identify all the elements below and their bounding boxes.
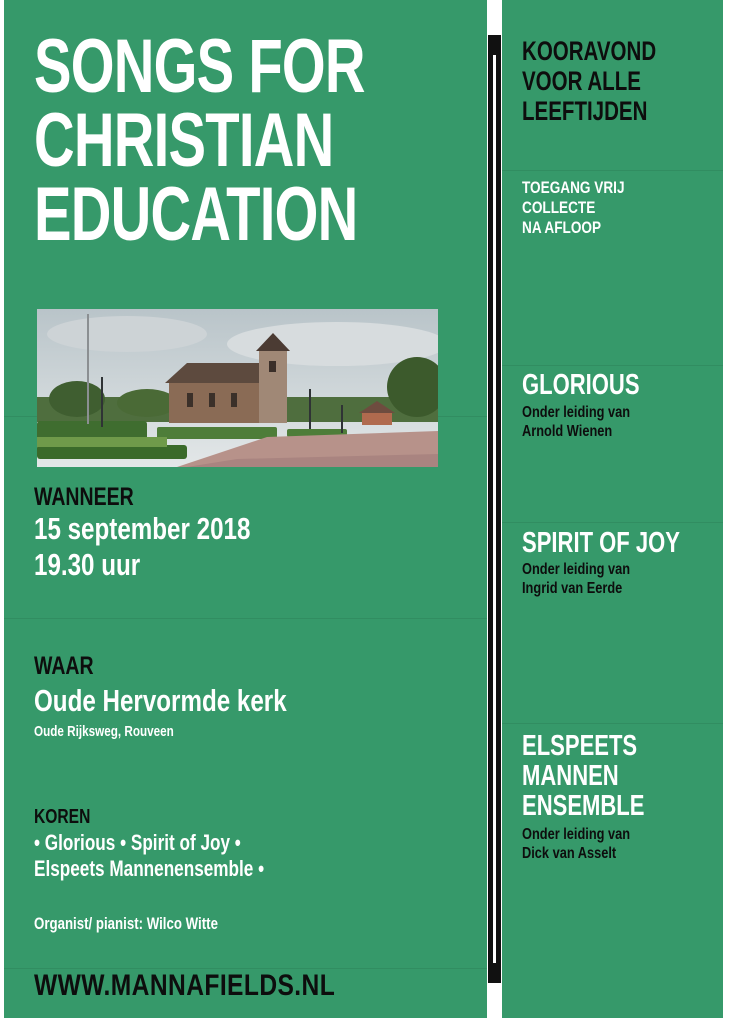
column-divider-inner [493,55,496,963]
event-time: 19.30 uur [34,547,141,582]
right-panel [502,0,723,1018]
poster-title [34,24,481,257]
choir-name [522,528,680,558]
panel-seam [502,723,723,724]
venue-address: Oude Rijksweg, Rouveen [34,723,174,740]
choir-name [522,370,640,400]
choir-name [522,731,644,821]
entry-info-line: NA AFLOOP [522,218,602,237]
title-line: SONGS FOR [34,24,365,109]
entry-info-line: TOEGANG VRIJ [522,178,625,197]
choir-name-line: MANNEN [522,760,619,792]
choir-conductor-line: Onder leiding van [522,404,631,421]
choir-name-line: ELSPEETS [522,730,638,762]
panel-seam [502,365,723,366]
sidebar-heading-line: KOORAVOND [522,36,657,66]
where-label: WAAR [34,652,94,680]
sidebar-heading [522,36,656,126]
choir-name-line: ENSEMBLE [522,790,645,822]
choir-conductor [522,825,630,863]
title-line: EDUCATION [34,172,358,257]
venue-name: Oude Hervormde kerk [34,683,287,718]
organist-credit: Organist/ pianist: Wilco Witte [34,914,218,933]
when-label: WANNEER [34,483,134,511]
website-link[interactable]: WWW.MANNAFIELDS.NL [34,969,336,1002]
choir-name-line: SPIRIT OF JOY [522,527,680,559]
choir-conductor-line: Dick van Asselt [522,845,617,862]
choirs-list: Elspeets Mannenensemble • [34,856,265,881]
sidebar-heading-line: VOOR ALLE [522,66,641,96]
title-line: CHRISTIAN [34,98,334,183]
choirs-label: KOREN [34,806,91,828]
event-date: 15 september 2018 [34,511,251,546]
entry-info-line: COLLECTE [522,198,596,217]
church-photo [37,309,438,467]
choir-conductor [522,560,630,598]
panel-seam [4,618,487,619]
choirs-list: • Glorious • Spirit of Joy • [34,830,241,855]
choir-conductor-line: Onder leiding van [522,826,631,843]
choir-name-line: GLORIOUS [522,369,640,401]
choir-conductor-line: Ingrid van Eerde [522,580,623,597]
sidebar-heading-line: LEEFTIJDEN [522,96,648,126]
panel-seam [502,170,723,171]
choir-conductor [522,403,630,441]
choir-conductor-line: Arnold Wienen [522,423,613,440]
entry-info [522,178,625,238]
choir-conductor-line: Onder leiding van [522,561,631,578]
panel-seam [502,522,723,523]
